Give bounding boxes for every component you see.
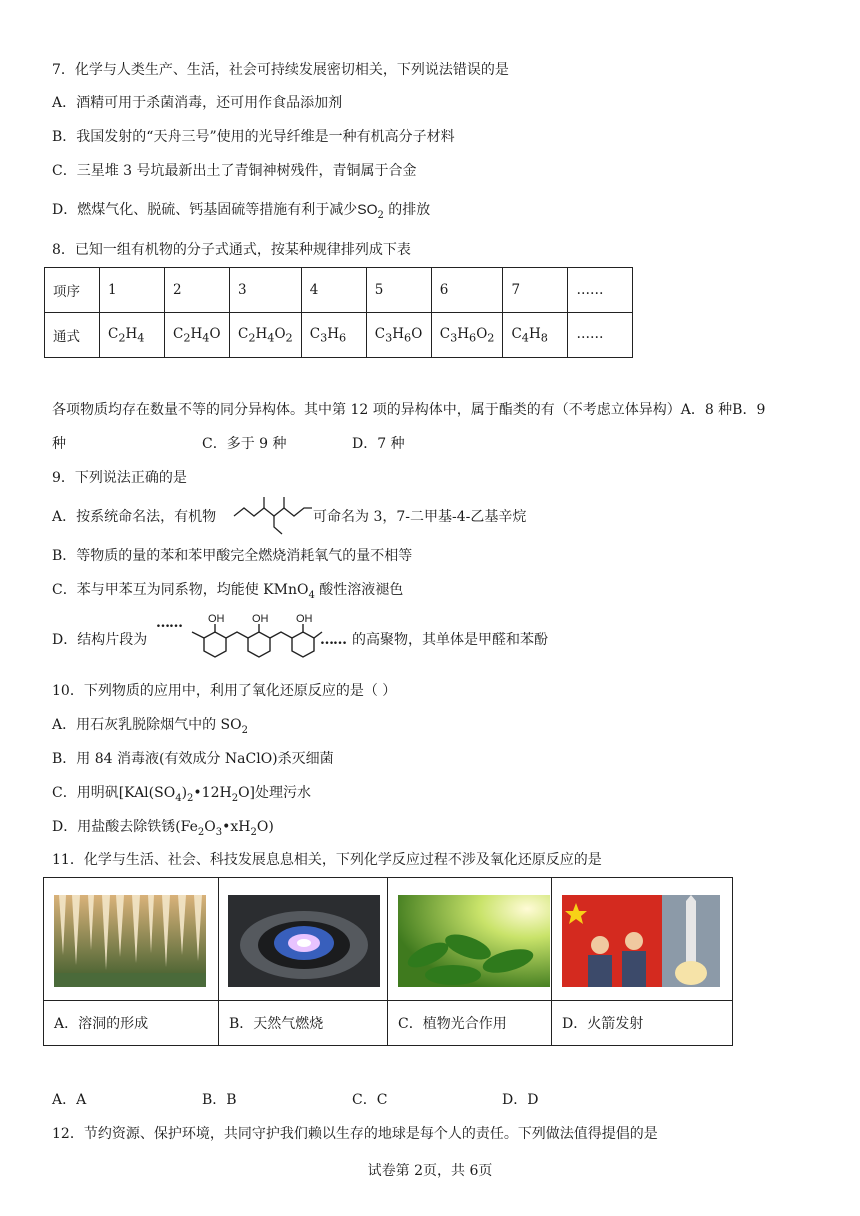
plant-image xyxy=(398,895,550,987)
image-cell-rocket xyxy=(552,878,733,1001)
gas-flame-image xyxy=(228,895,380,987)
page-footer: 试卷第 2页，共 6页 xyxy=(367,1163,493,1179)
q9-option-b: B．等物质的量的苯和苯甲酸完全燃烧消耗氧气的量不相等 xyxy=(52,548,413,564)
q10-option-a: A．用石灰乳脱除烟气中的 $SO_2$ xyxy=(52,717,249,736)
polymer-dots-right: …… xyxy=(320,632,346,648)
image-cell-cave xyxy=(44,878,219,1001)
q9-option-c: C．苯与甲苯互为同系物，均能使 KMnO$_4$ 酸性溶液褪色 xyxy=(52,582,404,601)
index-cell: 3 xyxy=(230,268,302,313)
q11-answer-c: C．C xyxy=(352,1092,388,1108)
image-cell-flame xyxy=(219,878,388,1001)
image-label-b: B．天然气燃烧 xyxy=(219,1001,388,1046)
q10-option-d: D．用盐酸去除铁锈$(Fe_2O_3•xH_2O)$ xyxy=(52,819,274,838)
q9-option-d-pre: D．结构片段为 xyxy=(52,632,148,648)
phenol-polymer-icon xyxy=(184,610,324,670)
q7-d-text: D．燃煤气化、脱硫、钙基固硫等措施有利于减少 xyxy=(52,202,358,218)
row-head-index: 项序 xyxy=(45,268,100,313)
formula-table xyxy=(44,267,633,358)
index-cell: 7 xyxy=(503,268,568,313)
image-row xyxy=(44,878,733,1001)
q11-answer-d: D．D xyxy=(502,1092,539,1108)
image-label-a: A．溶洞的形成 xyxy=(44,1001,219,1046)
q7-d-sub: 2 xyxy=(377,209,384,221)
oh-label: OH xyxy=(296,613,313,625)
q10-stem: 10．下列物质的应用中，利用了氧化还原反应的是（ ） xyxy=(52,683,397,699)
q11-answer-b: B．B xyxy=(202,1092,237,1108)
label-row xyxy=(44,1001,733,1046)
q12-stem: 12．节约资源、保护环境，共同守护我们赖以生存的地球是每个人的责任。下列做法值得提倡的是 xyxy=(52,1126,658,1142)
formula-cell: $C_2H_4$ xyxy=(100,313,165,358)
q11-stem: 11．化学与生活、社会、科技发展息息相关，下列化学反应过程不涉及氧化还原反应的是 xyxy=(52,852,602,868)
image-cell-plant xyxy=(388,878,552,1001)
q11-answer-a: A．A xyxy=(52,1092,87,1108)
q8-option-d: D．7 种 xyxy=(352,436,405,452)
q10-option-c: C．用明矾$[KAl(SO_4)_2•12H_2O]$处理污水 xyxy=(52,785,312,804)
q8-option-c: C．多于 9 种 xyxy=(202,436,287,452)
q8-text-2: 种 xyxy=(52,436,66,452)
row-head-formula: 通式 xyxy=(45,313,100,358)
q10-option-b: B．用 84 消毒液(有效成分 NaClO)杀灭细菌 xyxy=(52,751,334,767)
q7-d-chem: SO xyxy=(357,201,378,217)
q7-option-a: A．酒精可用于杀菌消毒，还可用作食品添加剂 xyxy=(52,95,343,111)
index-cell: 5 xyxy=(366,268,431,313)
q9-option-d-post: 的高聚物，其单体是甲醛和苯酚 xyxy=(352,632,548,648)
q7-d-post: 的排放 xyxy=(383,202,431,218)
polymer-dots-left: …… xyxy=(156,615,182,631)
image-label-d: D．火箭发射 xyxy=(552,1001,733,1046)
table-row-formula xyxy=(45,313,633,358)
index-cell: 6 xyxy=(431,268,503,313)
q8-text-1: 各项物质均存在数量不等的同分异构体。其中第 12 项的异构体中，属于酯类的有（不考虑立体异构）A．8 种B．9 xyxy=(52,402,766,418)
index-cell: 4 xyxy=(301,268,366,313)
formula-cell: $C_2H_4O_2$ xyxy=(230,313,302,358)
q7-stem: 7．化学与人类生产、生活，社会可持续发展密切相关，下列说法错误的是 xyxy=(52,62,509,78)
q7-option-d xyxy=(52,199,430,226)
q7-option-b: B．我国发射的“天舟三号”使用的光导纤维是一种有机高分子材料 xyxy=(52,129,455,145)
formula-cell: $C_3H_6$ xyxy=(301,313,366,358)
rocket-launch-image xyxy=(562,895,720,987)
q9-option-a-post: 可命名为 3，7-二甲基-4-乙基辛烷 xyxy=(313,509,527,525)
formula-cell: $C_4H_8$ xyxy=(503,313,568,358)
formula-cell: $C_2H_4O$ xyxy=(165,313,230,358)
cave-image xyxy=(54,895,206,987)
image-table xyxy=(43,877,733,1046)
index-cell: 1 xyxy=(100,268,165,313)
oh-label: OH xyxy=(252,613,269,625)
q9-option-a-pre: A．按系统命名法，有机物 xyxy=(52,509,217,525)
formula-cell: …… xyxy=(568,313,633,358)
formula-cell: $C_3H_6O_2$ xyxy=(431,313,503,358)
q9-stem: 9．下列说法正确的是 xyxy=(52,470,187,486)
image-label-c: C．植物光合作用 xyxy=(388,1001,552,1046)
skeletal-formula-icon xyxy=(232,494,314,540)
index-cell: 2 xyxy=(165,268,230,313)
q8-stem: 8．已知一组有机物的分子式通式，按某种规律排列成下表 xyxy=(52,242,411,258)
table-row-index xyxy=(45,268,633,313)
q7-option-c: C．三星堆 3 号坑最新出土了青铜神树残件，青铜属于合金 xyxy=(52,163,417,179)
index-cell: …… xyxy=(568,268,633,313)
oh-label: OH xyxy=(208,613,225,625)
formula-cell: $C_3H_6O$ xyxy=(366,313,431,358)
